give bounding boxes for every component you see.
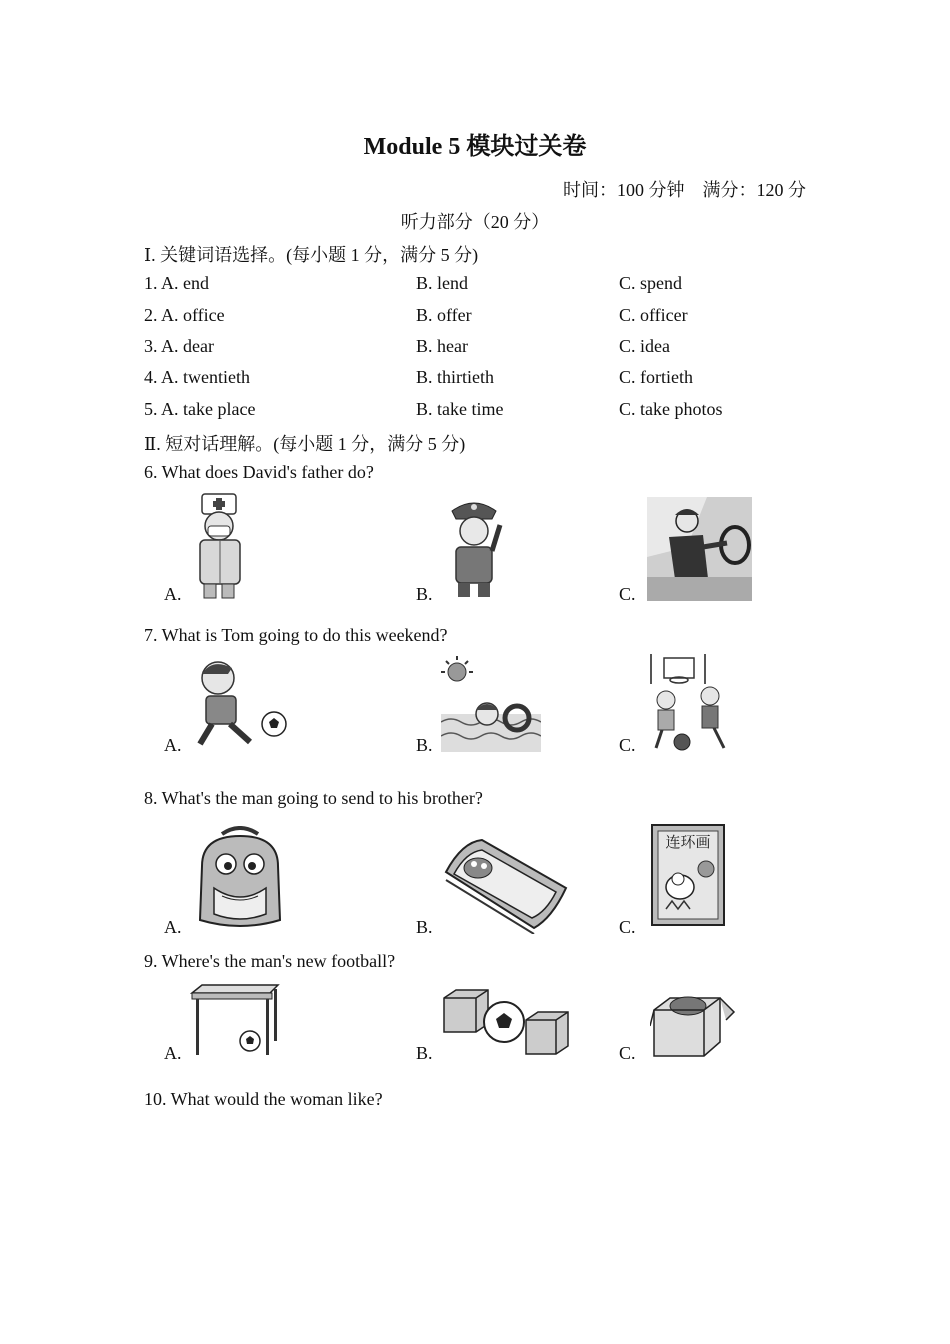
q5-option-c: C. take photos — [619, 399, 723, 419]
q7-label-b: B. — [416, 735, 433, 755]
q6-question: 6. What does David's father do? — [144, 462, 374, 482]
q5-option-a: 5. A. take place — [144, 399, 256, 419]
q5-option-b: B. take time — [416, 399, 504, 419]
pencil-box-icon — [442, 834, 572, 934]
q2-option-a: 2. A. office — [144, 305, 225, 325]
ball-between-boxes-icon — [442, 986, 572, 1058]
part1-heading: Ⅰ. 关键词语选择。(每小题 1 分，满分 5 分) — [144, 245, 479, 265]
schoolbag-icon — [192, 826, 288, 932]
swimming-icon — [441, 656, 541, 752]
page-title: Module 5 模块过关卷 — [363, 134, 587, 160]
q8-label-a: A. — [164, 917, 182, 937]
q1-option-c: C. spend — [619, 273, 682, 293]
q6-label-c: C. — [619, 584, 636, 604]
q7-label-a: A. — [164, 735, 182, 755]
section-listening: 听力部分（20 分） — [400, 212, 550, 232]
exam-meta — [563, 176, 806, 202]
ball-under-desk-icon — [190, 983, 280, 1057]
q8-label-b: B. — [416, 917, 433, 937]
policeman-icon — [444, 495, 504, 601]
q2-option-b: B. offer — [416, 305, 472, 325]
part2-heading: Ⅱ. 短对话理解。(每小题 1 分，满分 5 分) — [144, 434, 466, 454]
comic-title: 连环画 — [665, 833, 711, 851]
q2-option-c: C. officer — [619, 305, 688, 325]
q9-label-a: A. — [164, 1043, 182, 1063]
q3-option-a: 3. A. dear — [144, 336, 214, 356]
q9-question: 9. Where's the man's new football? — [144, 951, 396, 971]
q3-option-b: B. hear — [416, 336, 468, 356]
q7-question: 7. What is Tom going to do this weekend? — [144, 625, 448, 645]
q6-label-b: B. — [416, 584, 433, 604]
q4-option-b: B. thirtieth — [416, 367, 494, 387]
basketball-icon — [646, 654, 736, 752]
q10-question: 10. What would the woman like? — [144, 1089, 383, 1109]
q9-label-b: B. — [416, 1043, 433, 1063]
q1-option-b: B. lend — [416, 273, 468, 293]
doctor-icon — [190, 492, 250, 602]
q4-option-c: C. fortieth — [619, 367, 693, 387]
q4-option-a: 4. A. twentieth — [144, 367, 250, 387]
q3-option-c: C. idea — [619, 336, 670, 356]
full-score: 满分：120 分 — [702, 180, 806, 200]
q7-label-c: C. — [619, 735, 636, 755]
q8-label-c: C. — [619, 917, 636, 937]
time-limit: 时间：100 分钟 — [563, 180, 685, 200]
football-player-icon — [190, 658, 290, 750]
q9-label-c: C. — [619, 1043, 636, 1063]
comic-book-icon — [650, 823, 726, 927]
q6-label-a: A. — [164, 584, 182, 604]
driver-icon — [647, 497, 752, 601]
ball-in-box-icon — [650, 990, 736, 1060]
q8-question: 8. What's the man going to send to his brother? — [144, 788, 483, 808]
q1-option-a: 1. A. end — [144, 273, 209, 293]
